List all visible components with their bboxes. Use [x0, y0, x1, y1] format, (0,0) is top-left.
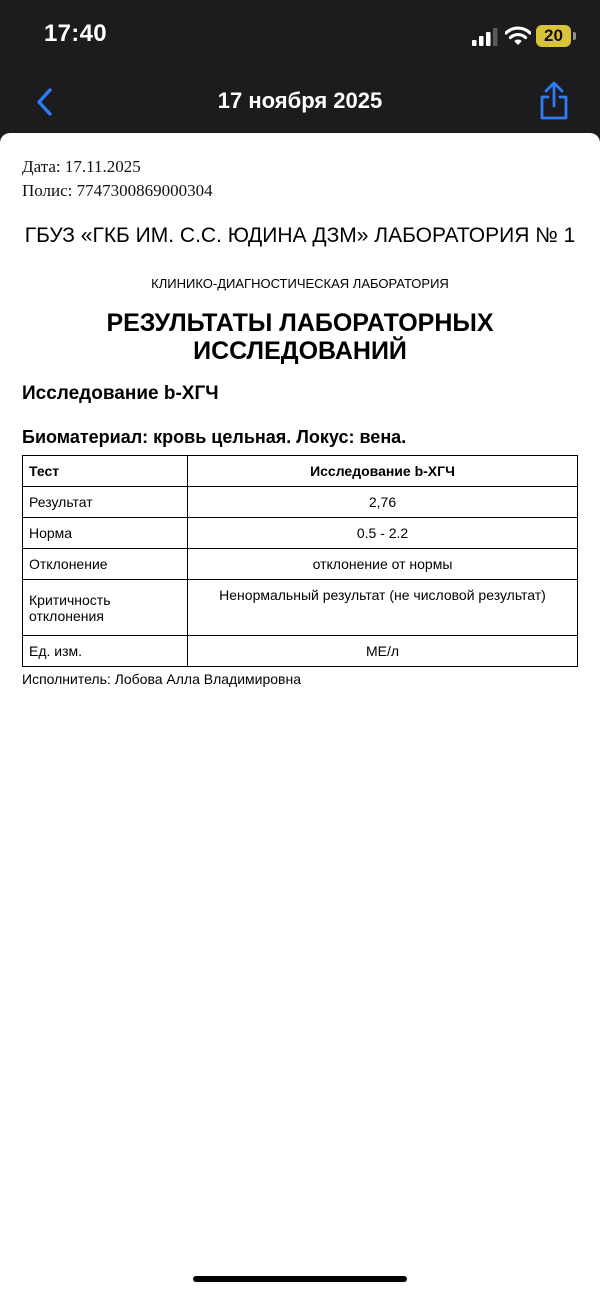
row-value: МЕ/л: [188, 636, 578, 667]
row-label: Норма: [23, 518, 188, 549]
signal-icon: [472, 28, 498, 46]
organization-name: ГБУЗ «ГКБ ИМ. С.С. ЮДИНА ДЗМ» ЛАБОРАТОРИЯ № 1: [24, 224, 576, 247]
battery-icon: [536, 25, 576, 47]
row-label: Отклонение: [23, 549, 188, 580]
share-icon: [542, 83, 566, 118]
report-title: РЕЗУЛЬТАТЫ ЛАБОРАТОРНЫХ ИССЛЕДОВАНИЙ: [106, 309, 494, 365]
results-table: [22, 455, 578, 667]
battery-cap: [573, 32, 576, 40]
share-button[interactable]: [536, 80, 572, 122]
table-header-study: Исследование b-ХГЧ: [188, 456, 578, 487]
table-row: [23, 549, 578, 580]
nav-bar: [0, 74, 600, 130]
table-row: [23, 518, 578, 549]
document-meta: [22, 155, 213, 203]
status-time: 17:40: [44, 20, 107, 47]
table-row: [23, 580, 578, 636]
table-row: [23, 636, 578, 667]
date-line: Дата: 17.11.2025: [22, 157, 141, 176]
document-page[interactable]: [0, 133, 600, 1297]
table-header-test: Тест: [23, 456, 188, 487]
laboratory-name: КЛИНИКО-ДИАГНОСТИЧЕСКАЯ ЛАБОРАТОРИЯ: [151, 276, 449, 291]
status-bar: [0, 0, 600, 70]
performer-line: Исполнитель: Лобова Алла Владимировна: [22, 671, 302, 687]
policy-line: Полис: 7747300869000304: [22, 181, 213, 200]
battery-level: 20: [536, 25, 571, 47]
nav-title: 17 ноября 2025: [217, 88, 383, 113]
biomaterial-line: Биоматериал: кровь цельная. Локус: вена.: [22, 427, 407, 447]
row-label: Результат: [23, 487, 188, 518]
row-value: 0.5 - 2.2: [188, 518, 578, 549]
table-row: [23, 487, 578, 518]
row-value: 2,76: [188, 487, 578, 518]
row-label: Ед. изм.: [23, 636, 188, 667]
row-label: Критичность отклонения: [23, 580, 188, 636]
table-header-row: [23, 456, 578, 487]
wifi-icon: [505, 26, 531, 46]
row-value: отклонение от нормы: [188, 549, 578, 580]
home-indicator[interactable]: [193, 1276, 407, 1282]
row-value: Ненормальный результат (не числовой результат): [188, 580, 578, 636]
study-heading: Исследование b-ХГЧ: [22, 383, 219, 404]
